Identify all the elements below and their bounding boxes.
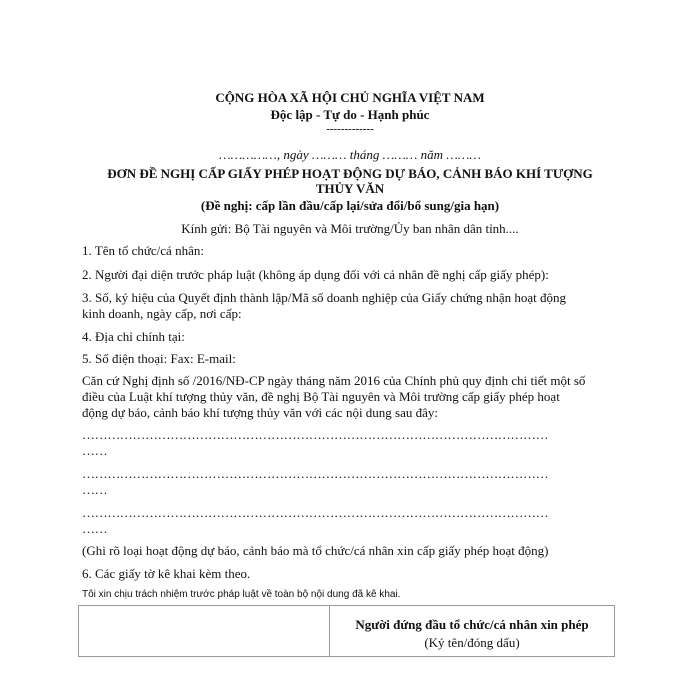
form-title-line2: THỦY VĂN [315, 181, 385, 196]
addressee: Kính gửi: Bộ Tài nguyên và Môi trường/Ủy ban nhân dân tỉnh.... [181, 221, 519, 236]
dotted-line-3-continuation: …… [82, 521, 108, 536]
dotted-line-2: ………………………………………………………………………………………………… [82, 466, 549, 481]
field-legal-representative: 2. Người đại diện trước pháp luật (không áp dụng đối với cá nhân đề nghị cấp giấy phép): [82, 267, 549, 282]
signature-block [330, 606, 615, 657]
legal-basis-line2: điều của Luật khí tượng thủy văn, đề nghị Bộ Tài nguyên và Môi trường cấp giấy phép hoạt [82, 389, 560, 404]
legal-basis-line1: Căn cứ Nghị định số /2016/NĐ-CP ngày tháng năm 2016 của Chính phủ quy định chi tiết một số [82, 373, 586, 388]
form-subtitle: (Đề nghị: cấp lần đầu/cấp lại/sửa đổi/bổ sung/gia hạn) [200, 198, 500, 213]
commitment-statement: Tôi xin chịu trách nhiệm trước pháp luật về toàn bộ nội dung đã kê khai. [82, 589, 401, 600]
attachments-item: 6. Các giấy tờ kê khai kèm theo. [82, 566, 251, 581]
field-establishment-decision-line1: 3. Số, ký hiệu của Quyết định thành lập/Mã số doanh nghiệp của Giấy chứng nhận hoạt động [82, 290, 566, 305]
signature-table-empty-cell [79, 606, 330, 657]
motto: Độc lập - Tự do - Hạnh phúc [270, 107, 430, 122]
dotted-line-2-continuation: …… [82, 482, 108, 497]
dotted-line-1-continuation: …… [82, 443, 108, 458]
country-heading: CỘNG HÒA XÃ HỘI CHỦ NGHĨA VIỆT NAM [215, 90, 485, 105]
signature-table [78, 605, 615, 657]
motto-separator: ------------- [326, 123, 374, 135]
field-contact-info: 5. Số điện thoại: Fax: E-mail: [82, 351, 236, 366]
field-establishment-decision-line2: kinh doanh, ngày cấp, nơi cấp: [82, 306, 242, 321]
signature-instruction: (Ký tên/đóng dấu) [424, 635, 520, 650]
signature-title: Người đứng đầu tổ chức/cá nhân xin phép [355, 617, 589, 632]
legal-basis-line3: động dự báo, cảnh báo khí tượng thủy văn với các nội dung sau đây: [82, 405, 439, 420]
form-title-line1: ĐƠN ĐỀ NGHỊ CẤP GIẤY PHÉP HOẠT ĐỘNG DỰ BÁO, CẢNH BÁO KHÍ TƯỢNG [107, 166, 593, 181]
field-main-address: 4. Địa chỉ chính tại: [82, 329, 185, 344]
activity-type-note: (Ghi rõ loại hoạt động dự báo, cảnh báo mà tổ chức/cá nhân xin cấp giấy phép hoạt động) [82, 543, 549, 558]
field-organization-name: 1. Tên tổ chức/cá nhân: [82, 243, 204, 258]
date-line: ……………, ngày ……… tháng ……… năm ……… [219, 147, 481, 162]
dotted-line-3: ………………………………………………………………………………………………… [82, 505, 549, 520]
dotted-line-1: ………………………………………………………………………………………………… [82, 427, 549, 442]
